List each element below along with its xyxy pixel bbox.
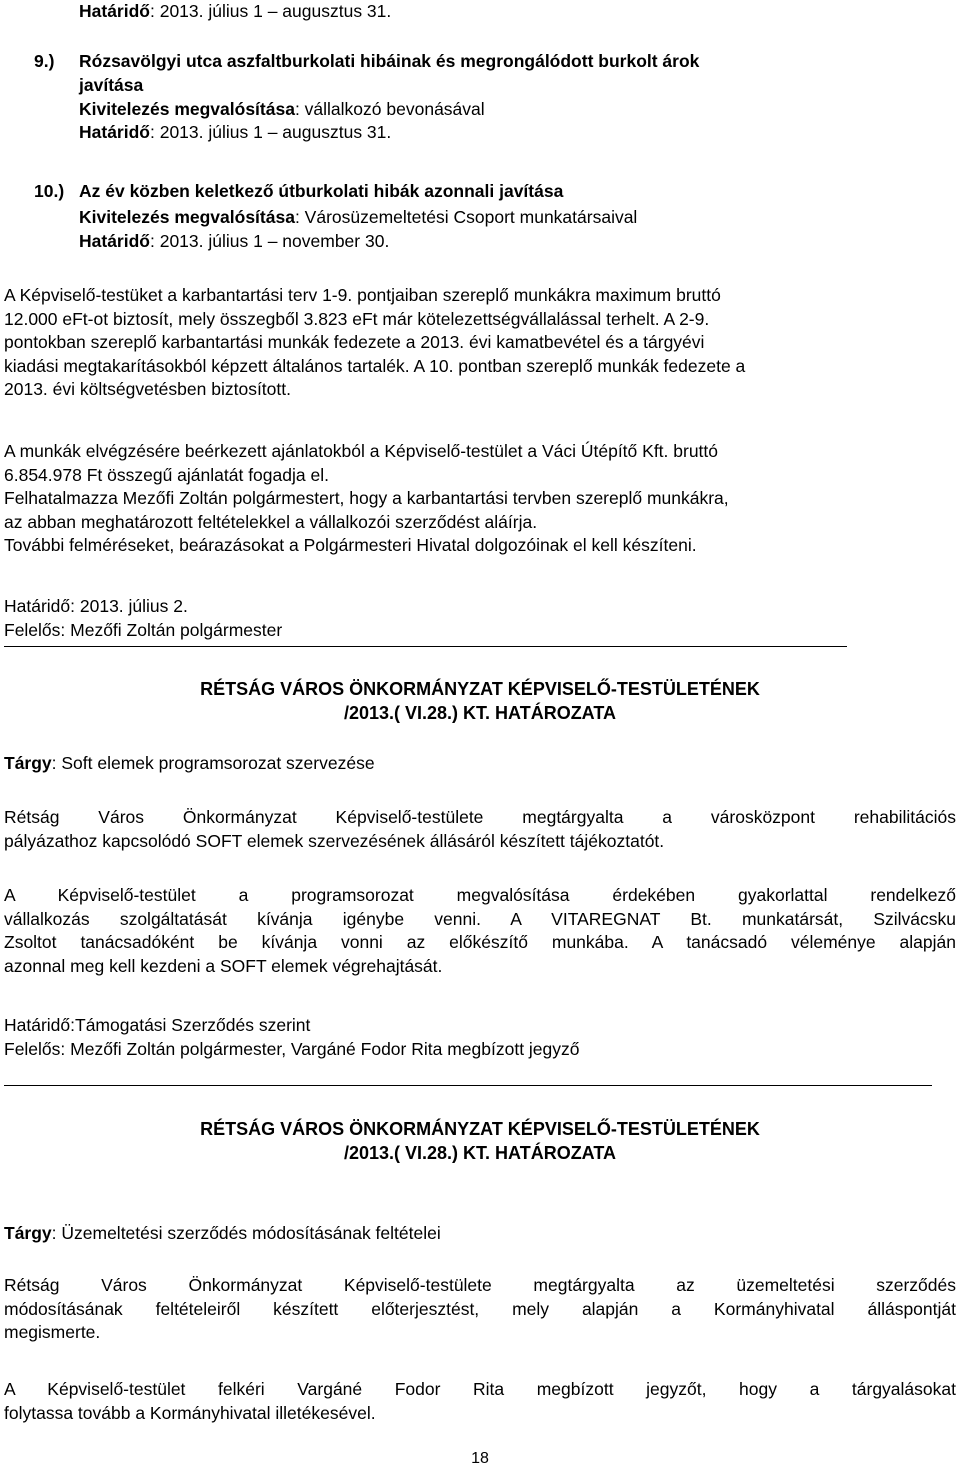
item-title: Rózsavölgyi utca aszfaltburkolati hibáinak és megrongálódott burkolt árok (79, 51, 700, 71)
deadline-value: : 2013. július 1 – augusztus 31. (149, 122, 392, 142)
execution-value: : vállalkozó bevonásával (294, 98, 485, 119)
resolution-paragraph: A Képviselő-testület a programsorozat megvalósítása érdekében gyakorlattal rendelkező vállalkozás szolgáltatását kívánja igénybe venni. A VITAREGNAT Bt. munkatársát, Szilvácsku Zsoltot tanácsadóként be kívánja vonni az előkészítő munkába. A tanácsadó véleménye alapján azonnal meg kell kezdeni a SOFT elemek végrehajtását. (4, 885, 956, 976)
resolution-heading: RÉTSÁG VÁROS ÖNKORMÁNYZAT KÉPVISELŐ-TESTÜLETÉNEK /2013.( VI.28.) KT. HATÁROZATA (200, 1119, 760, 1163)
item-number: 10.) (34, 181, 65, 201)
separator-line (4, 646, 847, 647)
item-title-cont: javítása (79, 75, 144, 95)
subject-label: Tárgy (4, 753, 52, 773)
subject-value: : Üzemeltetési szerződés módosításának feltételei (51, 1223, 441, 1243)
subject-label: Tárgy (4, 1223, 52, 1243)
item-9 (0, 50, 960, 74)
item-10 (0, 180, 960, 204)
execution-label: Kivitelezés megvalósítása (79, 98, 295, 119)
resolution-subject (0, 1222, 960, 1246)
deadline-label: Határidő (79, 1, 150, 21)
deadline-value: : 2013. július 1 – november 30. (149, 230, 390, 251)
resolution-paragraph: Rétság Város Önkormányzat Képviselő-testülete megtárgyalta a városközpont rehabilitációs pályázathoz kapcsolódó SOFT elemek szervezésének állásáról készített tájékoztatót. (4, 807, 956, 851)
responsible-1: Felelős: Mezőfi Zoltán polgármester (4, 619, 283, 640)
resolution-deadline: Határidő:Támogatási Szerződés szerint Felelős: Mezőfi Zoltán polgármester, Vargáné Fodor Rita megbízott jegyző (0, 1014, 960, 1061)
page-number: 18 (471, 1450, 489, 1467)
resolution-responsible: Felelős: Mezőfi Zoltán polgármester, Vargáné Fodor Rita megbízott jegyző (4, 1038, 580, 1059)
subject-value: : Soft elemek programsorozat szervezése (51, 753, 375, 773)
separator-line (4, 1085, 932, 1086)
item-9-details (0, 74, 960, 145)
top-deadline (0, 0, 960, 24)
execution-label: Kivitelezés megvalósítása (79, 207, 295, 227)
resolution-paragraph: Rétság Város Önkormányzat Képviselő-testülete megtárgyalta az üzemeltetési szerződés módosításának feltételeiről készített előterjesztést, mely alapján a Kormányhivatal álláspontját megismerte. (4, 1275, 956, 1342)
deadline-1: Határidő: 2013. július 2. Felelős: Mezőfi Zoltán polgármester (0, 595, 960, 642)
item-title: Az év közben keletkező útburkolati hibák azonnali javítása (79, 181, 564, 201)
budget-paragraph: A Képviselő-testüket a karbantartási terv 1-9. pontjaiban szereplő munkákra maximum bruttó 12.000 eFt-ot biztosít, mely összegből 3.823 eFt már kötelezettségvállalással terhelt. A 2-9. pontokban szereplő karbantartási munkák fedezete a 2013. évi kamatbevétel és a tárgyévi kiadási megtakarításokból képzett általános tartalék. A 10. pontban szereplő munkák fedezete a 2013. évi költségvetésben biztosított. (4, 285, 746, 399)
execution-value: : Városüzemeltetési Csoport munkatársaival (294, 207, 638, 227)
resolution-subject (0, 752, 960, 776)
item-number: 9.) (34, 51, 55, 71)
deadline-label: Határidő (79, 122, 150, 142)
deadline-value: : 2013. július 1 – augusztus 31. (149, 1, 392, 21)
deadline-label: Határidő (79, 230, 150, 251)
item-10-details (0, 206, 960, 253)
decision-paragraph: A munkák elvégzésére beérkezett ajánlatokból a Képviselő-testület a Váci Útépítő Kft. bruttó 6.854.978 Ft összegű ajánlatát fogadja el. Felhatalmazza Mezőfi Zoltán polgármestert, hogy a karbantartási tervben szereplő munkákra, az abban meghatározott feltételekkel a vállalkozói szerződést aláírja. További felméréseket, beárazásokat a Polgármesteri Hivatal dolgozóinak el kell készíteni. (4, 441, 729, 555)
resolution-heading: RÉTSÁG VÁROS ÖNKORMÁNYZAT KÉPVISELŐ-TESTÜLETÉNEK /2013.( VI.28.) KT. HATÁROZATA (200, 679, 760, 723)
resolution-paragraph: A Képviselő-testület felkéri Vargáné Fodor Rita megbízott jegyzőt, hogy a tárgyalásokat folytassa tovább a Kormányhivatal illetékesével. (4, 1379, 956, 1423)
